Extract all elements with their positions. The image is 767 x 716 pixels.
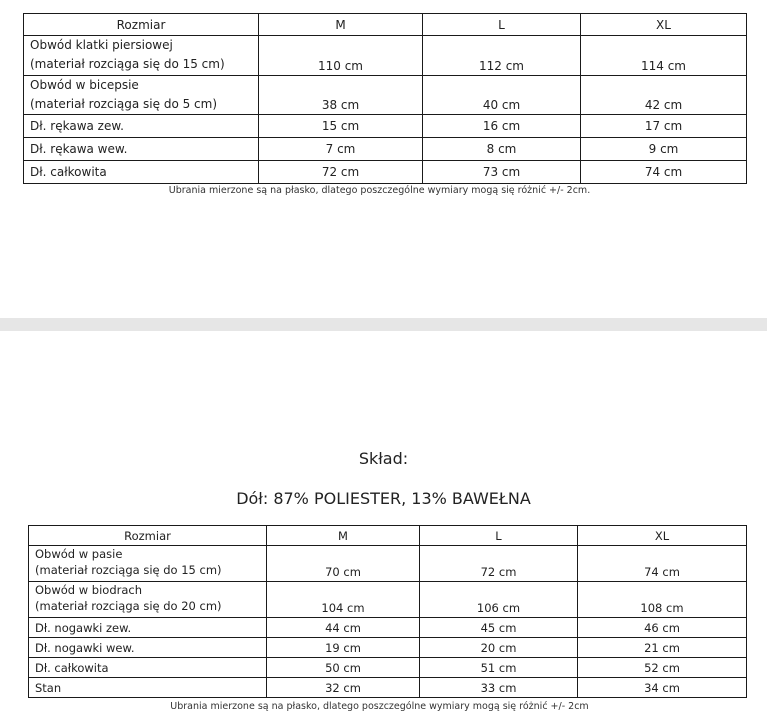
row-label-sub: (materiał rozciąga się do 15 cm): [35, 563, 222, 577]
value-xl: 34 cm: [578, 678, 747, 698]
value-l: 45 cm: [420, 618, 578, 638]
table-row: [24, 161, 747, 184]
header-size: Rozmiar: [29, 526, 267, 546]
table-row: [24, 36, 747, 76]
value-m: 50 cm: [267, 658, 420, 678]
header-xl: XL: [578, 526, 747, 546]
table-row: [29, 546, 747, 582]
value-xl: 108 cm: [578, 582, 747, 618]
value-m: 44 cm: [267, 618, 420, 638]
row-label-main: Obwód w pasie: [35, 547, 123, 561]
value-l: 8 cm: [423, 138, 581, 161]
bottom-size-table: [28, 525, 747, 698]
value-xl: 42 cm: [581, 76, 747, 115]
value-m: 19 cm: [267, 638, 420, 658]
section-divider: [0, 318, 767, 331]
row-label-main: Obwód w biodrach: [35, 583, 143, 597]
row-label-main: Obwód w bicepsie: [30, 78, 139, 92]
value-m: 110 cm: [259, 36, 423, 76]
composition-title: Skład:: [358, 449, 409, 468]
row-label: Stan: [29, 678, 267, 698]
value-l: 73 cm: [423, 161, 581, 184]
value-m: 15 cm: [259, 115, 423, 138]
row-label: [24, 36, 259, 76]
table-row: [29, 678, 747, 698]
value-xl: 52 cm: [578, 658, 747, 678]
row-label: Dł. całkowita: [24, 161, 259, 184]
measurement-note: Ubrania mierzone są na płasko, dlatego poszczególne wymiary mogą się różnić +/- 2cm.: [168, 185, 591, 196]
row-label: [29, 546, 267, 582]
value-l: 16 cm: [423, 115, 581, 138]
value-m: 7 cm: [259, 138, 423, 161]
value-xl: 74 cm: [581, 161, 747, 184]
row-label-main: Obwód klatki piersiowej: [30, 38, 173, 52]
table-row: [29, 658, 747, 678]
header-m: M: [259, 14, 423, 36]
top-size-table: [23, 13, 747, 184]
header-size: Rozmiar: [24, 14, 259, 36]
value-m: 38 cm: [259, 76, 423, 115]
table-header-row: [29, 526, 747, 546]
row-label-sub: (materiał rozciąga się do 5 cm): [30, 97, 218, 111]
table-header-row: [24, 14, 747, 36]
row-label: Dł. rękawa zew.: [24, 115, 259, 138]
value-xl: 9 cm: [581, 138, 747, 161]
value-xl: 74 cm: [578, 546, 747, 582]
value-l: 106 cm: [420, 582, 578, 618]
row-label: Dł. nogawki wew.: [29, 638, 267, 658]
value-xl: 114 cm: [581, 36, 747, 76]
value-l: 40 cm: [423, 76, 581, 115]
table-row: [29, 582, 747, 618]
row-label: Dł. nogawki zew.: [29, 618, 267, 638]
value-m: 70 cm: [267, 546, 420, 582]
value-m: 72 cm: [259, 161, 423, 184]
row-label: Dł. całkowita: [29, 658, 267, 678]
value-l: 72 cm: [420, 546, 578, 582]
header-l: L: [423, 14, 581, 36]
value-m: 32 cm: [267, 678, 420, 698]
header-l: L: [420, 526, 578, 546]
row-label: [24, 76, 259, 115]
value-m: 104 cm: [267, 582, 420, 618]
measurement-note: Ubrania mierzone są na płasko, dlatego poszczególne wymiary mogą się różnić +/- 2cm: [170, 701, 589, 712]
row-label-sub: (materiał rozciąga się do 20 cm): [35, 599, 222, 613]
composition-line: Dół: 87% POLIESTER, 13% BAWEŁNA: [236, 489, 531, 508]
row-label-sub: (materiał rozciąga się do 15 cm): [30, 57, 225, 71]
table-row: [24, 138, 747, 161]
value-xl: 17 cm: [581, 115, 747, 138]
value-l: 51 cm: [420, 658, 578, 678]
row-label: [29, 582, 267, 618]
header-m: M: [267, 526, 420, 546]
value-xl: 46 cm: [578, 618, 747, 638]
value-xl: 21 cm: [578, 638, 747, 658]
header-xl: XL: [581, 14, 747, 36]
table-row: [24, 115, 747, 138]
row-label: Dł. rękawa wew.: [24, 138, 259, 161]
value-l: 112 cm: [423, 36, 581, 76]
table-row: [29, 618, 747, 638]
value-l: 20 cm: [420, 638, 578, 658]
value-l: 33 cm: [420, 678, 578, 698]
table-row: [24, 76, 747, 115]
table-row: [29, 638, 747, 658]
